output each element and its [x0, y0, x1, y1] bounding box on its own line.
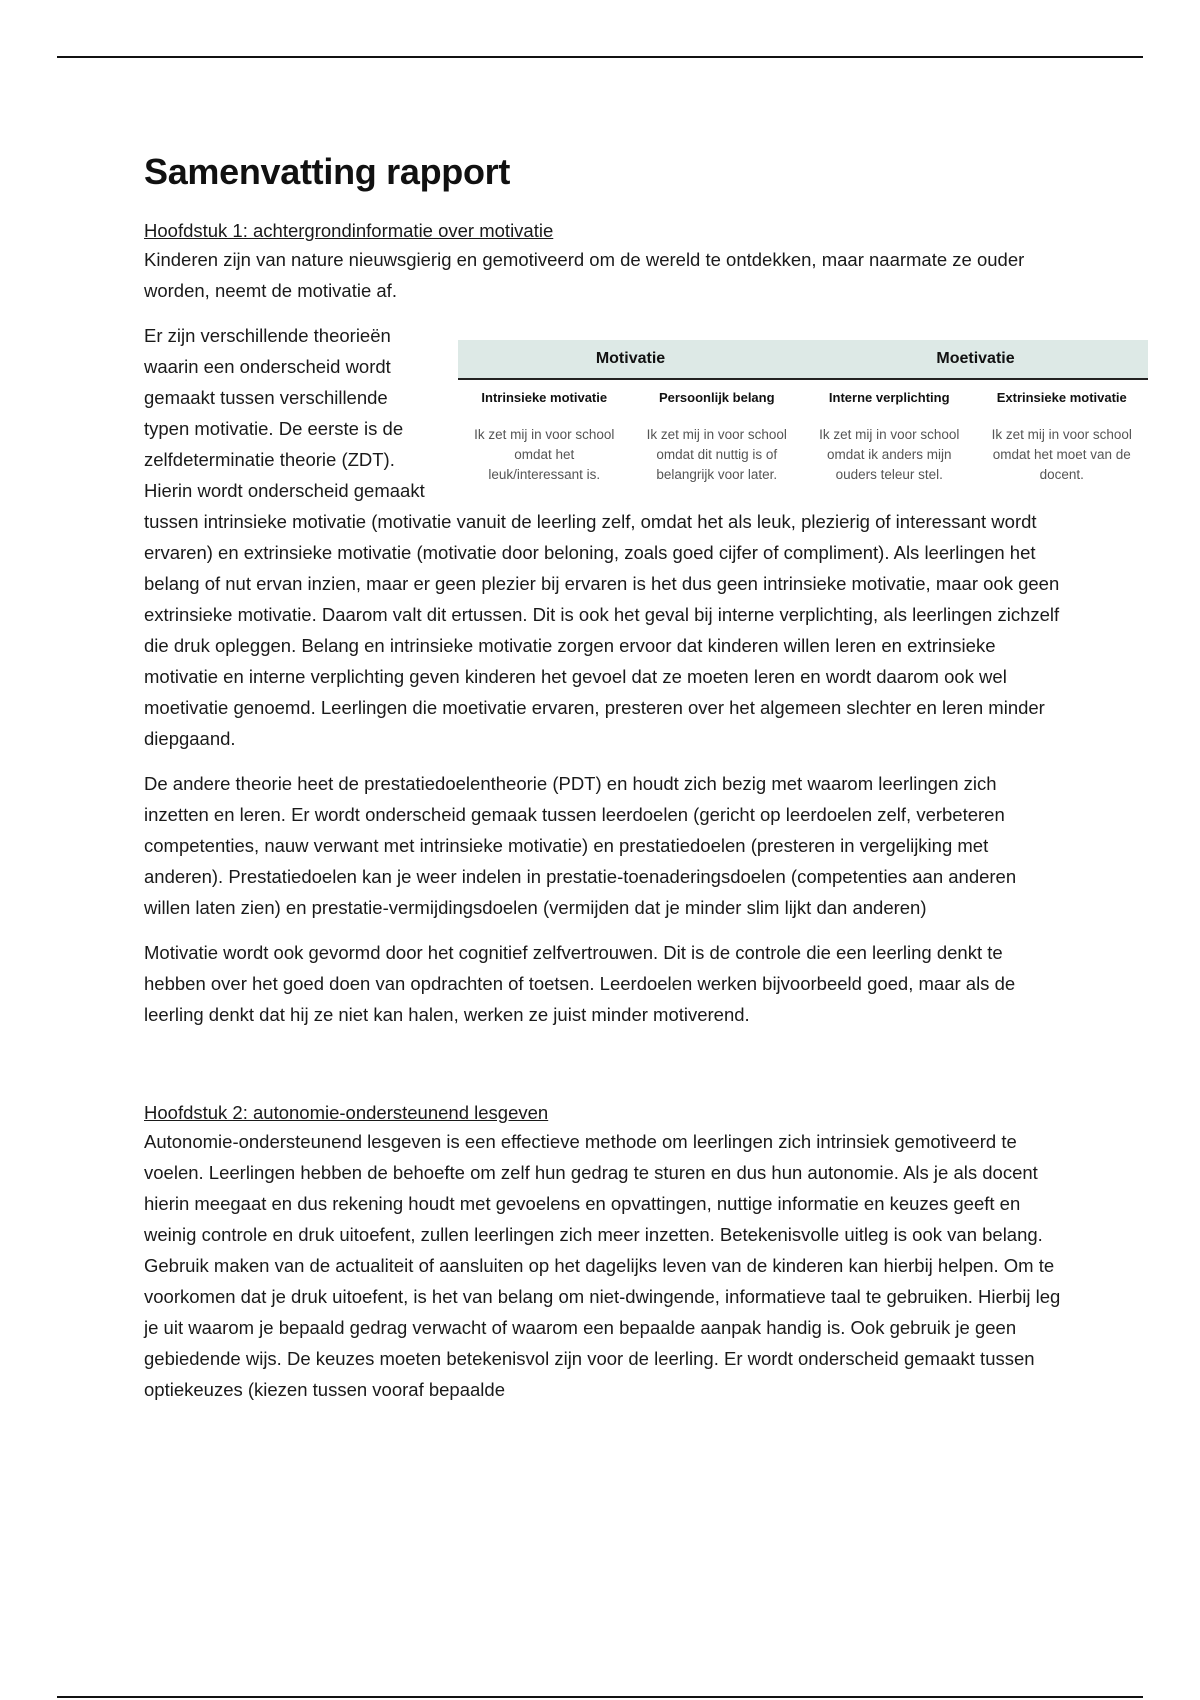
figure-header — [458, 340, 1148, 380]
chapter-2-paragraph: Autonomie-ondersteunend lesgeven is een effectieve methode om leerlingen zich intrinsiek gemotiveerd te voelen. Leerlingen hebben de behoefte om zelf hun gedrag te sturen en dus hun autonomie. Als je als docent hierin meegaat en dus rekening houdt met gevoelens en opvattingen, nuttige informatie en keuzes geeft en weinig controle en druk uitoefent, zullen leerlingen zich meer inzetten. Betekenisvolle uitleg is ook van belang. Gebruik maken van de actualiteit of aansluiten op het dagelijks leven van de kinderen kan hierbij helpen. Om te voorkomen dat je druk uitoefent, is het van belang om niet-dwingende, informatieve taal te gebruiken. Hierbij leg je uit waarom je bepaald gedrag verwacht of waarom een bepaalde aanpak handig is. Ook gebruik je geen gebiedende wijs. De keuzes moeten betekenisvol zijn voor de leerling. Er wordt onderscheid gemaakt tussen optiekeuzes (kiezen tussen vooraf bepaalde — [144, 1131, 1061, 1400]
chapter-1-paragraph-pdt: De andere theorie heet de prestatiedoelentheorie (PDT) en houdt zich bezig met waarom leerlingen zich inzetten en leren. Er wordt onderscheid gemaak tussen leerdoelen (gericht op leerdoelen zelf, verbeteren competenties, nauw verwant met intrinsieke motivatie) en prestatiedoelen (presteren in vergelijking met anderen). Prestatiedoelen kan je weer indelen in prestatie-toenaderingsdoelen (competenties aan anderen willen laten zien) en prestatie-vermijdingsdoelen (vermijden dat je minder slim lijkt dan anderen) — [144, 773, 1017, 918]
figure-column — [976, 380, 1149, 485]
motivation-figure — [458, 340, 1148, 485]
figure-example: Ik zet mij in voor school omdat ik anders mijn ouders teleur stel. — [819, 427, 960, 482]
figure-category: Interne verplichting — [828, 390, 950, 405]
figure-example: Ik zet mij in voor school omdat het leuk/interessant is. — [474, 427, 615, 482]
page-title: Samenvatting rapport — [144, 151, 511, 192]
figure-example: Ik zet mij in voor school omdat dit nuttig is of belangrijk voor later. — [646, 427, 787, 482]
figure-group-moetivatie: Moetivatie — [936, 350, 1015, 367]
figure-column — [458, 380, 631, 485]
figure-column — [631, 380, 804, 485]
chapter-1-paragraph-zdt: Er zijn verschillende theorieën waarin een onderscheid wordt gemaakt tussen verschillende typen motivatie. De eerste is de zelfdeterminatie theorie (ZDT). Hierin wordt onderscheid gemaakt tussen intrinsieke motivatie (motivatie vanuit de leerling zelf, omdat het als leuk, plezierig of interessant wordt ervaren) en extrinsieke motivatie (motivatie door beloning, zoals goed cijfer of compliment). Als leerlingen het belang of nut ervan inzien, maar er geen plezier bij ervaren is het dus geen intrinsieke motivatie, maar ook geen extrinsieke motivatie. Daarom valt dit ertussen. Dit is ook het geval bij interne verplichting, als leerlingen zichzelf die druk opleggen. Belang en intrinsieke motivatie zorgen ervoor dat kinderen willen leren en extrinsieke motivatie en interne verplichting geven kinderen het gevoel dat ze moeten leren en wordt daarom ook wel moetivatie genoemd. Leerlingen die moetivatie ervaren, presteren over het algemeen slechter en leren minder diepgaand. — [144, 325, 1060, 749]
figure-columns — [458, 380, 1148, 485]
document-body — [144, 150, 1132, 1419]
figure-category: Extrinsieke motivatie — [996, 390, 1127, 405]
figure-category: Intrinsieke motivatie — [481, 390, 608, 405]
header-rule — [57, 56, 1143, 58]
figure-example: Ik zet mij in voor school omdat het moet van de docent. — [991, 427, 1132, 482]
chapter-1-paragraph-zelfvertrouwen: Motivatie wordt ook gevormd door het cognitief zelfvertrouwen. Dit is de controle die een leerling denkt te hebben over het goed doen van opdrachten of toetsen. Leerdoelen werken bijvoorbeeld goed, maar als de leerling denkt dat hij ze niet kan halen, werken ze juist minder motiverend. — [144, 942, 1016, 1025]
figure-group-motivatie: Motivatie — [595, 350, 666, 367]
chapter-2-heading: Hoofdstuk 2: autonomie-ondersteunend lesgeven — [144, 1102, 549, 1123]
chapter-1-intro: Kinderen zijn van nature nieuwsgierig en gemotiveerd om de wereld te ontdekken, maar naarmate ze ouder worden, neemt de motivatie af. — [144, 249, 1025, 301]
figure-column — [803, 380, 976, 485]
chapter-1-heading: Hoofdstuk 1: achtergrondinformatie over motivatie — [144, 220, 554, 241]
footer-rule — [57, 1696, 1143, 1698]
figure-category: Persoonlijk belang — [658, 390, 775, 405]
section-spacer — [144, 1044, 1064, 1100]
